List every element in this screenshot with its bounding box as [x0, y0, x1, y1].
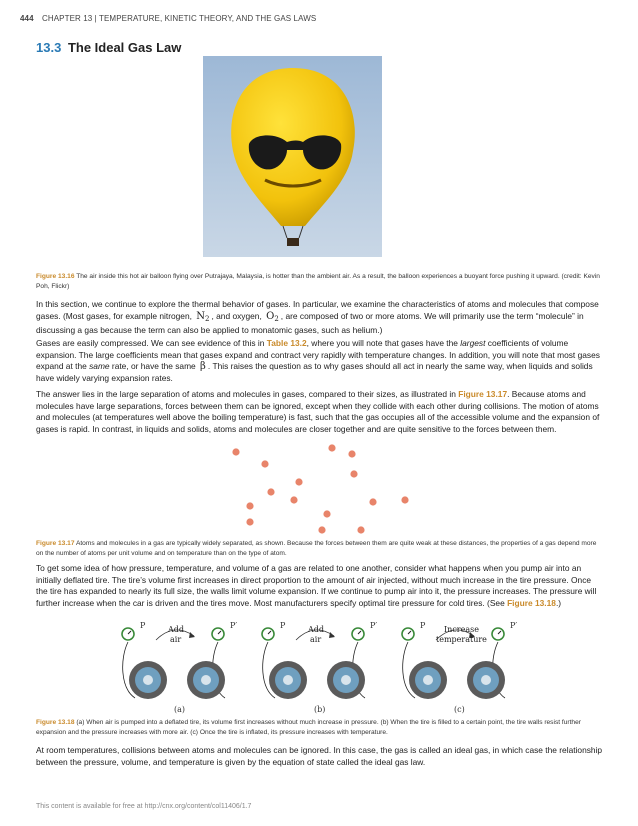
panel-label: (c)	[454, 705, 465, 714]
text-run: At room temperatures, collisions between atoms and molecules can be ignored. In this case, the gas is called an ideal gas, in which case the relationship between the pressure, volume, and temperature is given by the equation of state called the ideal gas law.	[36, 745, 603, 767]
pressure-gauge-before	[122, 628, 134, 640]
text-run: , and oxygen,	[211, 310, 262, 321]
arrow-label-line2: air	[170, 635, 182, 644]
beta-symbol: β	[200, 361, 206, 373]
pressure-gauge-before	[262, 628, 274, 640]
pressure-label: P	[420, 621, 426, 630]
figure-label: Figure 13.17	[36, 540, 75, 547]
pressure-gauge-before	[402, 628, 414, 640]
text-run: To get some idea of how pressure, temperature, and volume of a gas are related to one another, consider what happens when you pump air into an initially deflated tire. The tire’s volume first increases in direct proportion to the amount of air injected, without much increase in the tire pressure. Once the tire has expanded to nearly its full size, the walls limit volume expansion. If we continue to pump air into it, the pressure increases. The pressure will further increase when the car is driven and the tires move. Most manufacturers specify optimal tire pressure for cold tires. (See	[36, 563, 597, 608]
figure-13-17-caption	[36, 539, 604, 559]
molecule-dot	[350, 470, 357, 477]
tire-hub	[341, 675, 351, 685]
pressure-label-prime: P′	[230, 621, 238, 630]
molecule-dot	[261, 460, 268, 467]
paragraph-5	[36, 745, 604, 768]
paragraph-2	[36, 338, 604, 384]
pressure-label: P	[140, 621, 146, 630]
text-run: , are composed of two or more atoms. We will primarily use the term “molecule” in discussing a gas because the term can also be applied to monatomic gases, such as helium.)	[36, 310, 584, 336]
table-13-2-link[interactable]: Table 13.2	[266, 338, 307, 348]
molecule-dot	[348, 450, 355, 457]
footer-note: This content is available for free at http://cnx.org/content/col11406/1.7	[36, 803, 252, 810]
text-run: . Because atoms and molecules have large separations, forces between them can be ignored, except when they collide with each other during collisions. The motion of atoms and molecules (at temperatures well above the boiling temperature) is fast, such that the gas occupies all of the accessible volume and the expansion of gases is rapid. In contrast, in liquids and solids, atoms and molecules are closer together and are quite sensitive to the forces between them.	[36, 389, 600, 434]
tire-panel	[402, 621, 517, 714]
tire-hub	[481, 675, 491, 685]
figure-13-18-link[interactable]: Figure 13.18	[507, 597, 556, 608]
arrow-label-line1: Add	[168, 625, 185, 634]
tire-pressure-illustration	[110, 618, 530, 714]
molecule-dot	[318, 526, 325, 533]
molecule-dot	[357, 526, 364, 533]
molecule-dot	[290, 496, 297, 503]
formula-symbol: N	[196, 310, 206, 322]
section-title	[36, 40, 181, 55]
tire-panel	[262, 621, 377, 714]
emphasis: largest	[460, 338, 486, 348]
figure-label: Figure 13.18	[36, 719, 75, 726]
tire-after	[327, 661, 365, 699]
text-run: coefficients of volume expansion. The large coefficients mean that gases expand and contract very rapidly with temperature changes. In addition, you will note that most gases expand at the	[36, 338, 600, 372]
figure-label: Figure 13.16	[36, 273, 75, 280]
paragraph-4	[36, 563, 604, 609]
formula-n2	[194, 311, 211, 322]
molecule-dot	[232, 448, 239, 455]
pressure-gauge-after	[212, 628, 224, 640]
tire-hub	[423, 675, 433, 685]
caption-text: Atoms and molecules in a gas are typically widely separated, as shown. Because the forces between them are quite weak at these distances, the properties of a gas depend more on the number of atoms per unit volume and on temperature than on the type of atom.	[36, 540, 597, 557]
formula-subscript: 2	[274, 314, 279, 323]
arrow-label-line2: air	[310, 635, 322, 644]
molecule-dot	[369, 498, 376, 505]
text-run: The answer lies in the large separation of atoms and molecules in gases, compared to their sizes, as illustrated in	[36, 389, 456, 399]
formula-o2	[264, 311, 281, 322]
section-number: 13.3	[36, 40, 62, 55]
formula-subscript: 2	[205, 314, 210, 323]
hot-air-balloon-photo	[203, 56, 382, 257]
tire-panels	[122, 621, 517, 714]
text-run: . This raises the question as to why gases should all act in nearly the same way, when liquids and solids have widely varying expansion rates.	[36, 361, 593, 383]
molecules	[232, 444, 408, 533]
pressure-gauge-after	[492, 628, 504, 640]
arrowhead	[189, 632, 195, 638]
pressure-label-prime: P′	[370, 621, 378, 630]
chapter-title: CHAPTER 13 | TEMPERATURE, KINETIC THEORY, AND THE GAS LAWS	[41, 14, 317, 23]
arrow-label-line1: Increase	[444, 625, 479, 634]
formula-symbol: O	[266, 310, 275, 322]
figure-13-18-caption	[36, 718, 604, 738]
text-run: , where you will note that gases have the	[306, 338, 458, 348]
tire-hub	[143, 675, 153, 685]
paragraph-1	[36, 299, 604, 337]
figure-13-17-link[interactable]: Figure 13.17	[458, 389, 508, 399]
molecule-dot	[246, 502, 253, 509]
molecule-dot	[246, 518, 253, 525]
pressure-label: P	[280, 621, 286, 630]
tire-before	[269, 661, 307, 699]
molecule-dot	[401, 496, 408, 503]
tire-panel	[122, 621, 237, 714]
molecule-dot	[328, 444, 335, 451]
emphasis: same	[89, 361, 110, 372]
arrow-label-line2: temperature	[436, 635, 487, 644]
arrow-label-line1: Add	[308, 625, 325, 634]
tire-after	[467, 661, 505, 699]
tire-hub	[283, 675, 293, 685]
pressure-label-prime: P′	[510, 621, 518, 630]
tire-hub	[201, 675, 211, 685]
molecule-dot	[323, 510, 330, 517]
pressure-gauge-after	[352, 628, 364, 640]
gas-molecules-illustration	[36, 444, 604, 534]
section-title-text: The Ideal Gas Law	[67, 40, 182, 55]
arrowhead	[329, 632, 335, 638]
text-run: rate, or have the same	[111, 361, 196, 372]
text-run: .)	[555, 597, 562, 608]
paragraph-3	[36, 389, 604, 435]
text-run: Gases are easily compressed. We can see evidence of this in	[36, 338, 265, 348]
page-number: 444	[20, 14, 34, 23]
caption-text: The air inside this hot air balloon flying over Putrajaya, Malaysia, is hotter than the ambient air. As a result, the balloon experiences a buoyant force pushing it upward. (credit: Kevin Poh, Flickr)	[36, 273, 600, 290]
caption-text: (a) When air is pumped into a deflated tire, its volume first increases without much increase in pressure. (b) When the tire is filled to a certain point, the tire walls resist further expansion and the pressure increases with more air. (c) Once the tire is inflated, its pressure increases with temperature.	[36, 719, 581, 736]
molecule-dot	[295, 478, 302, 485]
running-header	[20, 14, 316, 23]
panel-label: (b)	[314, 705, 326, 714]
tire-before	[409, 661, 447, 699]
tire-before	[129, 661, 167, 699]
panel-label: (a)	[174, 705, 186, 714]
figure-13-16-caption	[36, 272, 604, 292]
tire-after	[187, 661, 225, 699]
text-run: In this section, we continue to explore the thermal behavior of gases. In particular, we examine the characteristics of atoms and molecules that compose gases. (Most gases, for example nitrogen,	[36, 299, 599, 321]
molecule-dot	[267, 488, 274, 495]
